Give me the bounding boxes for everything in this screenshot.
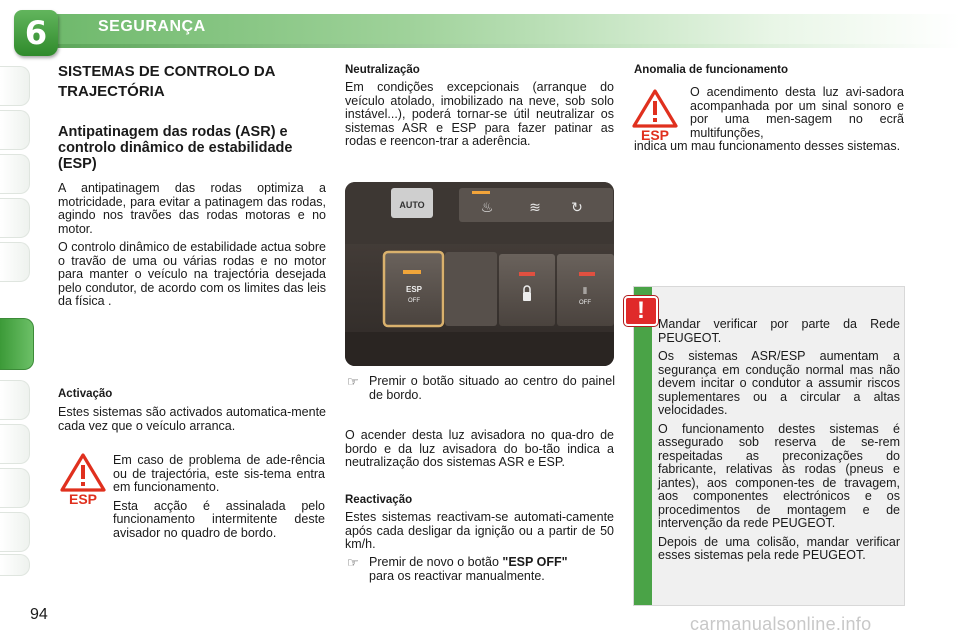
header-underline xyxy=(40,44,960,48)
side-tab-6-active[interactable] xyxy=(0,318,34,370)
page-number: 94 xyxy=(30,606,48,623)
esp-malfunction-icon xyxy=(630,88,680,140)
bullet-hand-icon-2: ☞ xyxy=(347,555,359,570)
esp-off-button-name: "ESP OFF" xyxy=(502,555,568,569)
side-tab-7[interactable] xyxy=(0,380,30,420)
caution-paragraph-1: Mandar verificar por parte da Rede PEUGEOT. xyxy=(658,317,900,345)
caution-paragraph-2: Os sistemas ASR/ESP aumentam a segurança em condução normal mas não devem incitar o condutor a assumir riscos suplementares ou a circular a altas velocidades. xyxy=(658,349,900,417)
lock-button xyxy=(499,254,555,326)
malfunction-text-b: indica um mau funcionamento desses sistemas. xyxy=(634,139,901,153)
chapter-number: 6 xyxy=(24,14,48,52)
chapter-title: SEGURANÇA xyxy=(98,18,206,35)
subsection-title: Antipatinagem das rodas (ASR) e controlo dinâmico de estabilidade (ESP) xyxy=(58,124,293,172)
intro-text xyxy=(58,182,326,314)
warning-light-text: O acender desta luz avisadora no qua-dro de bordo e da luz avisadora do bo-tão indica a neutralização dos sistemas ASR e ESP. xyxy=(345,428,614,469)
neutralization-text: Em condições excepcionais (arranque do veículo atolado, imobilizado na neve, sob solo instável...), poderá tornar-se útil neutralizar os sistemas ASR e ESP para fazer patinar as rodas e reencon-trar a aderência. xyxy=(345,80,614,148)
chapter-tab xyxy=(14,10,58,56)
activation-text: Estes sistemas são activados automatica-mente cada vez que o veículo arranca. xyxy=(58,405,326,433)
intro-paragraph-1: A antipatinagem das rodas optimiza a motricidade, para evitar a patinagem das rodas, agindo nos travões das rodas motoras e no motor. xyxy=(58,181,326,236)
side-tab-9[interactable] xyxy=(0,468,30,508)
auto-button-label: AUTO xyxy=(399,200,425,210)
warning-paragraph-2: Esta acção é assinalada pelo funcionamento intermitente deste avisador no quadro de bordo. xyxy=(113,498,325,540)
side-tab-3[interactable] xyxy=(0,154,30,194)
warning-text xyxy=(113,454,325,545)
watermark: carmanualsonline.info xyxy=(690,614,872,634)
bullet-hand-icon-1: ☞ xyxy=(347,374,359,389)
caution-text xyxy=(658,318,900,568)
side-tab-4[interactable] xyxy=(0,198,30,238)
reactivation-text: Estes sistemas reactivam-se automati-camente após cada desligar da ignição ou a partir de 50 km/h. xyxy=(345,510,614,551)
malfunction-title: Anomalia de funcionamento xyxy=(634,64,788,76)
side-tab-5[interactable] xyxy=(0,242,30,282)
esp-warning-icon xyxy=(58,452,108,504)
sensor-off-label: OFF xyxy=(579,300,591,306)
warning-paragraph-1: Em caso de problema de ade-rência ou de trajectória, este sis-tema entra em funcionamento. xyxy=(113,453,325,494)
intro-paragraph-2: O controlo dinâmico de estabilidade actua sobre o travão de uma ou várias rodas e no motor para manter o veículo na trajectória desejada pelo condutor, de acordo com os limites das leis da física . xyxy=(58,240,326,308)
step-2-text xyxy=(369,556,619,583)
section-title: SISTEMAS DE CONTROLO DA TRAJECTÓRIA xyxy=(58,63,275,100)
caution-exclamation-icon: ! xyxy=(624,296,658,326)
esp-off-button-sublabel: OFF xyxy=(408,298,420,304)
side-tab-1[interactable] xyxy=(0,66,30,106)
caution-paragraph-3: O funcionamento destes sistemas é assegurado sob reserva de se-rem respeitadas as preconizações do fabricante, relativas às rodas (pneus e jantes), aos componen-tes de travagem, aos componentes electrónicos e os procedimentos de montagem e de intervenção da rede PEUGEOT. xyxy=(658,421,900,530)
side-tab-2[interactable] xyxy=(0,110,30,150)
malfunction-text-a: O acendimento desta luz avi-sadora acompanhada por um sinal sonoro e por uma men-sagem no ecrã multifunções, xyxy=(690,85,904,140)
side-tab-8[interactable] xyxy=(0,424,30,464)
caution-paragraph-4: Depois de uma colisão, mandar verificar esses sistemas pela rede PEUGEOT. xyxy=(658,534,900,562)
rear-defrost-icon: ♨ xyxy=(480,200,494,216)
side-tab-11[interactable] xyxy=(0,554,30,576)
esp-off-button-label: ESP xyxy=(405,285,423,294)
neutralization-title: Neutralização xyxy=(345,64,420,76)
recirculation-icon: ↻ xyxy=(571,200,583,216)
sensor-icon: ⦀ xyxy=(583,287,587,297)
activation-title: Activação xyxy=(58,388,113,400)
step-1-text: Premir o botão situado ao centro do painel de bordo. xyxy=(369,374,615,402)
step-2-prefix: Premir de novo o botão xyxy=(369,555,503,569)
esp-malfunction-icon-label: ESP xyxy=(640,127,670,140)
esp-warning-icon-label: ESP xyxy=(68,491,98,504)
air-flow-icon: ≋ xyxy=(529,200,541,216)
reactivation-title: Reactivação xyxy=(345,494,413,506)
step-2-suffix: para os reactivar manualmente. xyxy=(369,568,545,583)
side-tab-10[interactable] xyxy=(0,512,30,552)
caution-box xyxy=(634,287,904,605)
dashboard-esp-photo xyxy=(345,182,614,366)
